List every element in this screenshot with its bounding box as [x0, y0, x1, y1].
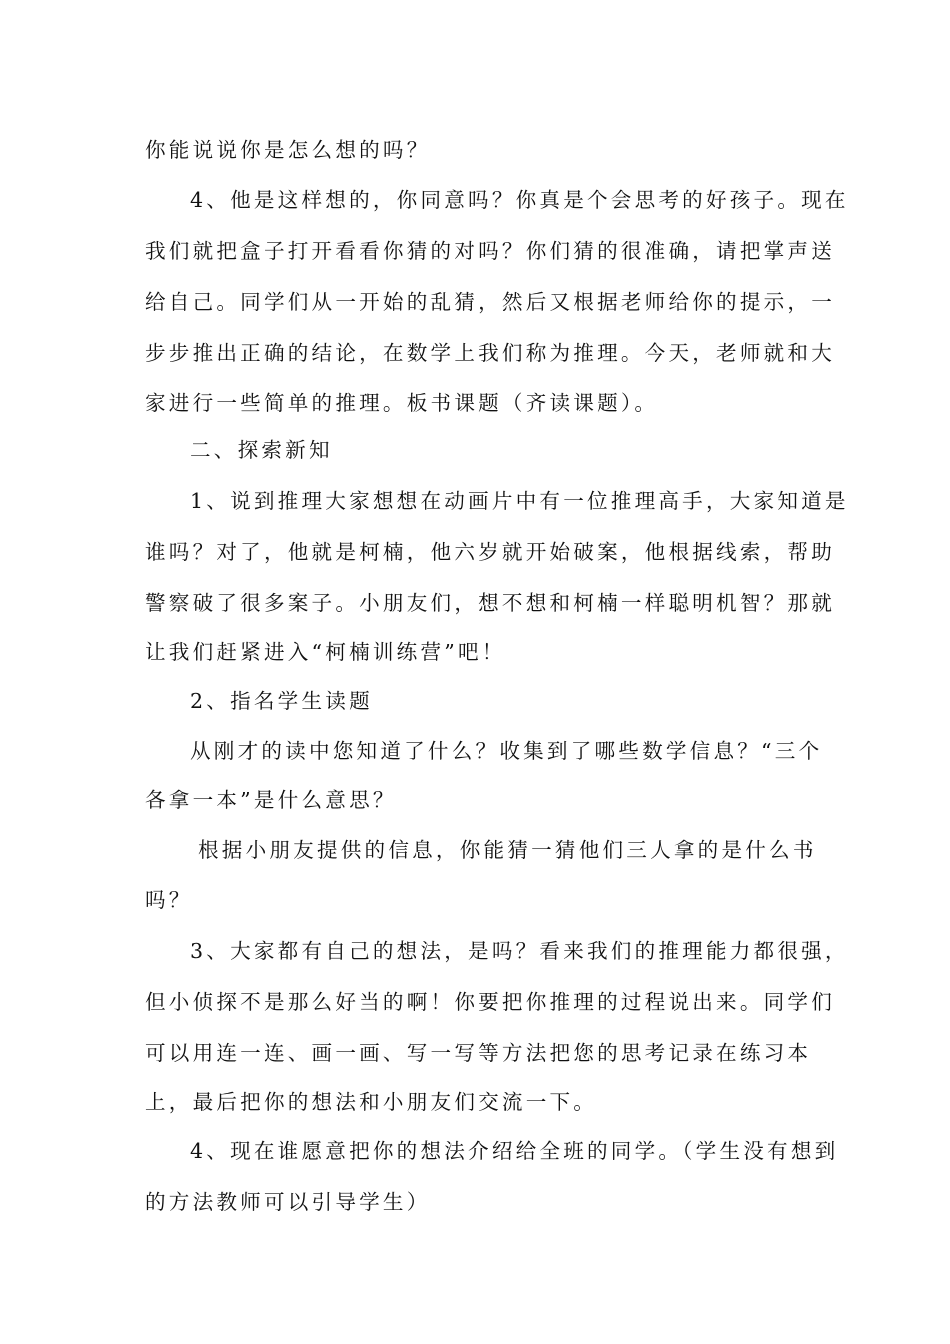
paragraph-line: 4、现在谁愿意把你的想法介绍给全班的同学。（学生没有想到 [190, 1139, 839, 1163]
paragraph-line: 4、他是这样想的，你同意吗？你真是个会思考的好孩子。现在 [190, 188, 849, 212]
text-line: 你能说说你是怎么想的吗？ [145, 138, 431, 162]
paragraph-line: 根据小朋友提供的信息，你能猜一猜他们三人拿的是什么书 [198, 838, 817, 862]
text-line: 谁吗？对了，他就是柯楠，他六岁就开始破案，他根据线索，帮助 [145, 540, 836, 564]
text-line: 的方法教师可以引导学生） [145, 1190, 431, 1214]
text-line: 让我们赶紧进入“柯楠训练营”吧！ [145, 640, 506, 664]
text-line: 警察破了很多案子。小朋友们，想不想和柯楠一样聪明机智？那就 [145, 591, 836, 615]
paragraph-line: 3、大家都有自己的想法，是吗？看来我们的推理能力都很强， [190, 939, 849, 963]
text-line: 可以用连一连、画一画、写一写等方法把您的思考记录在练习本 [145, 1041, 812, 1065]
paragraph-line: 从刚才的读中您知道了什么？收集到了哪些数学信息？“三个 [190, 739, 823, 763]
section-heading: 2、指名学生读题 [190, 689, 373, 713]
text-line: 上，最后把你的想法和小朋友们交流一下。 [145, 1090, 598, 1114]
text-line: 步步推出正确的结论，在数学上我们称为推理。今天，老师就和大 [145, 341, 836, 365]
text-line: 但小侦探不是那么好当的啊！你要把你推理的过程说出来。同学们 [145, 990, 836, 1014]
text-line: 各拿一本”是什么意思？ [145, 788, 397, 812]
section-heading: 二、探索新知 [190, 438, 333, 462]
paragraph-line: 1、说到推理大家想想在动画片中有一位推理高手，大家知道是 [190, 489, 849, 513]
text-line: 给自己。同学们从一开始的乱猜，然后又根据老师给你的提示，一 [145, 290, 836, 314]
text-line: 我们就把盒子打开看看你猜的对吗？你们猜的很准确，请把掌声送 [145, 239, 836, 263]
text-line: 家进行一些简单的推理。板书课题（齐读课题）。 [145, 391, 659, 415]
text-line: 吗？ [145, 888, 193, 912]
